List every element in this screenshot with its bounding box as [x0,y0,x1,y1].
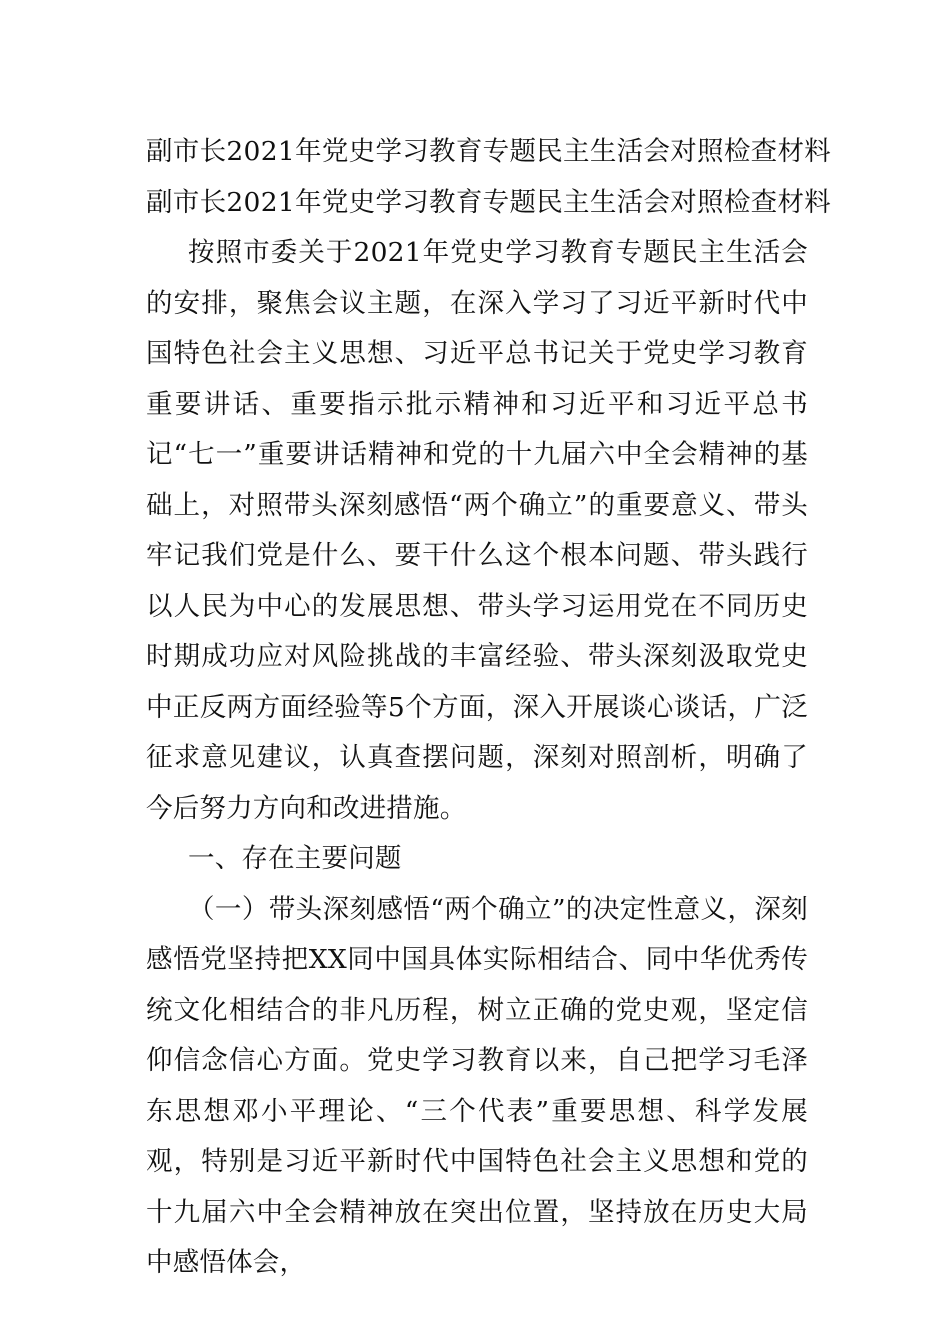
document-title-line-1: 副市长2021年党史学习教育专题民主生活会对照检查材料 [146,136,832,167]
section-heading: 一、存在主要问题 [188,843,402,874]
intro-paragraph: 按照市委关于2021年党史学习教育专题民主生活会的安排，聚焦会议主题，在深入学习了习近平新时代中国特色社会主义思想、习近平总书记关于党史学习教育重要讲话、重要指示批示精神和习近平和习近平总书记“七一”重要讲话精神和党的十九届六中全会精神的基础上，对照带头深刻感悟“两个确立”的重要意义、带头牢记我们党是什么、要干什么这个根本问题、带头践行以人民为中心的发展思想、带头学习运用党在不同历史时期成功应对风险挑战的丰富经验、带头深刻汲取党史中正反两方面经验等5个方面，深入开展谈心谈话，广泛征求意见建议，认真查摆问题，深刻对照剖析，明确了今后努力方向和改进措施。 [146,237,808,824]
section-paragraph: （一）带头深刻感悟“两个确立”的决定性意义，深刻感悟党坚持把XX同中国具体实际相结合、同中华优秀传统文化相结合的非凡历程，树立正确的党史观，坚定信仰信念信心方面。党史学习教育以来，自己把学习毛泽东思想邓小平理论、“三个代表”重要思想、科学发展观，特别是习近平新时代中国特色社会主义思想和党的十九届六中全会精神放在突出位置，坚持放在历史大局中感悟体会， [146,893,808,1278]
document-title-line-2: 副市长2021年党史学习教育专题民主生活会对照检查材料 [146,186,832,218]
document-body [146,127,832,1289]
